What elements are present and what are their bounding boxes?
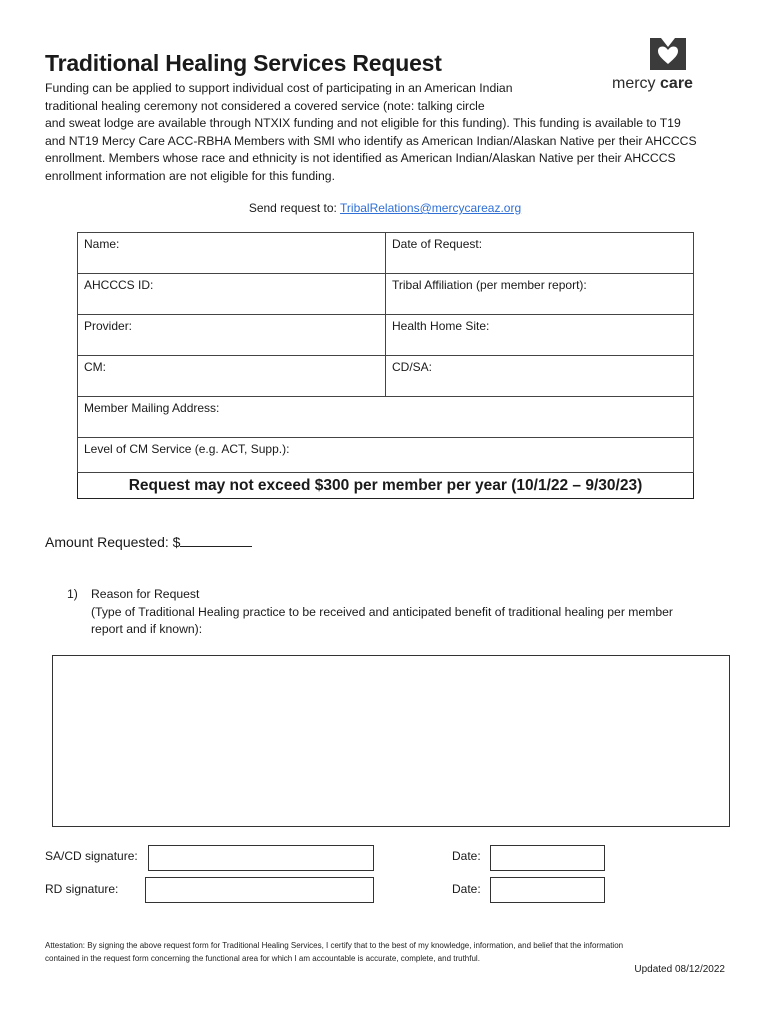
intro-line: and NT19 Mercy Care ACC-RBHA Members with SMI who identify as American Indian/Alaskan Native per their AHCCCS [45, 133, 697, 148]
mailing-address-field[interactable] [78, 397, 694, 438]
health-home-site-field[interactable] [386, 315, 694, 356]
reason-textarea[interactable] [52, 655, 730, 827]
field-label: Tribal Affiliation (per member report): [392, 278, 587, 292]
reason-description-line: (Type of Traditional Healing practice to be received and anticipated benefit of traditional healing per member [91, 604, 673, 619]
page-title: Traditional Healing Services Request [45, 50, 442, 76]
reason-title: Reason for Request [91, 587, 200, 601]
attestation-line: Attestation: By signing the above request form for Traditional Healing Services, I certify that to the best of my knowledge, information, and belief that the information [45, 941, 624, 950]
provider-field[interactable] [78, 315, 386, 356]
amount-label: Amount Requested: $ [45, 534, 181, 550]
logo-word-care: care [660, 75, 693, 92]
table-row [78, 274, 694, 315]
amount-input[interactable] [180, 533, 252, 547]
attestation-text [45, 940, 735, 965]
funding-limit-notice: Request may not exceed $300 per member per year (10/1/22 – 9/30/23) [78, 473, 694, 499]
field-label: Name: [84, 237, 120, 251]
rd-signature-label: RD signature: [45, 882, 119, 896]
name-field[interactable] [78, 233, 386, 274]
table-row [78, 356, 694, 397]
rd-date-label: Date: [452, 882, 481, 896]
field-label: CM: [84, 360, 106, 374]
intro-line: enrollment. Members whose race and ethnicity is not identified as American Indian/Alaskan Native per their AHCCCS [45, 151, 676, 166]
table-row [78, 315, 694, 356]
intro-line: enrollment information are not eligible for this funding. [45, 168, 335, 183]
tribal-affiliation-field[interactable] [386, 274, 694, 315]
cm-field[interactable] [78, 356, 386, 397]
sacd-signature-field[interactable] [148, 845, 374, 871]
level-of-cm-service-field[interactable] [78, 438, 694, 473]
sacd-date-label: Date: [452, 849, 481, 863]
field-label: AHCCCS ID: [84, 278, 154, 292]
field-label: Date of Request: [392, 237, 483, 251]
field-label: Member Mailing Address: [84, 401, 220, 415]
ahcccs-id-field[interactable] [78, 274, 386, 315]
table-row [78, 233, 694, 274]
field-label: Provider: [84, 319, 133, 333]
date-of-request-field[interactable] [386, 233, 694, 274]
intro-line: and sweat lodge are available through NTXIX funding and not eligible for this funding). This funding is available to T19 [45, 116, 681, 131]
send-request-line [0, 201, 770, 215]
table-row [78, 473, 694, 499]
rd-signature-field[interactable] [145, 877, 374, 903]
intro-paragraph [45, 80, 735, 186]
field-label: Level of CM Service (e.g. ACT, Supp.): [84, 442, 290, 456]
table-row [78, 397, 694, 438]
updated-date: Updated 08/12/2022 [634, 964, 725, 975]
table-row [78, 438, 694, 473]
attestation-line: contained in the request form concerning the functional area for which I am accountable is accurate, complete, and truthful. [45, 953, 480, 963]
field-label: Health Home Site: [392, 319, 490, 333]
member-info-table [77, 232, 694, 499]
email-link[interactable]: TribalRelations@mercycareaz.org [340, 201, 522, 215]
intro-line: Funding can be applied to support individual cost of participating in an American Indian [45, 81, 513, 95]
logo-word-mercy: mercy [612, 75, 656, 92]
rd-date-field[interactable] [490, 877, 605, 903]
sacd-signature-label: SA/CD signature: [45, 849, 138, 863]
mercy-care-heart-m-icon [648, 36, 688, 72]
intro-line: traditional healing ceremony not considered a covered service (note: talking circle [45, 98, 485, 113]
sacd-date-field[interactable] [490, 845, 605, 871]
send-request-label: Send request to: [248, 201, 337, 215]
reason-number: 1) [67, 587, 78, 601]
amount-requested [45, 533, 252, 550]
reason-description-line: report and if known): [91, 622, 203, 637]
field-label: CD/SA: [392, 360, 433, 374]
cd-sa-field[interactable] [386, 356, 694, 397]
